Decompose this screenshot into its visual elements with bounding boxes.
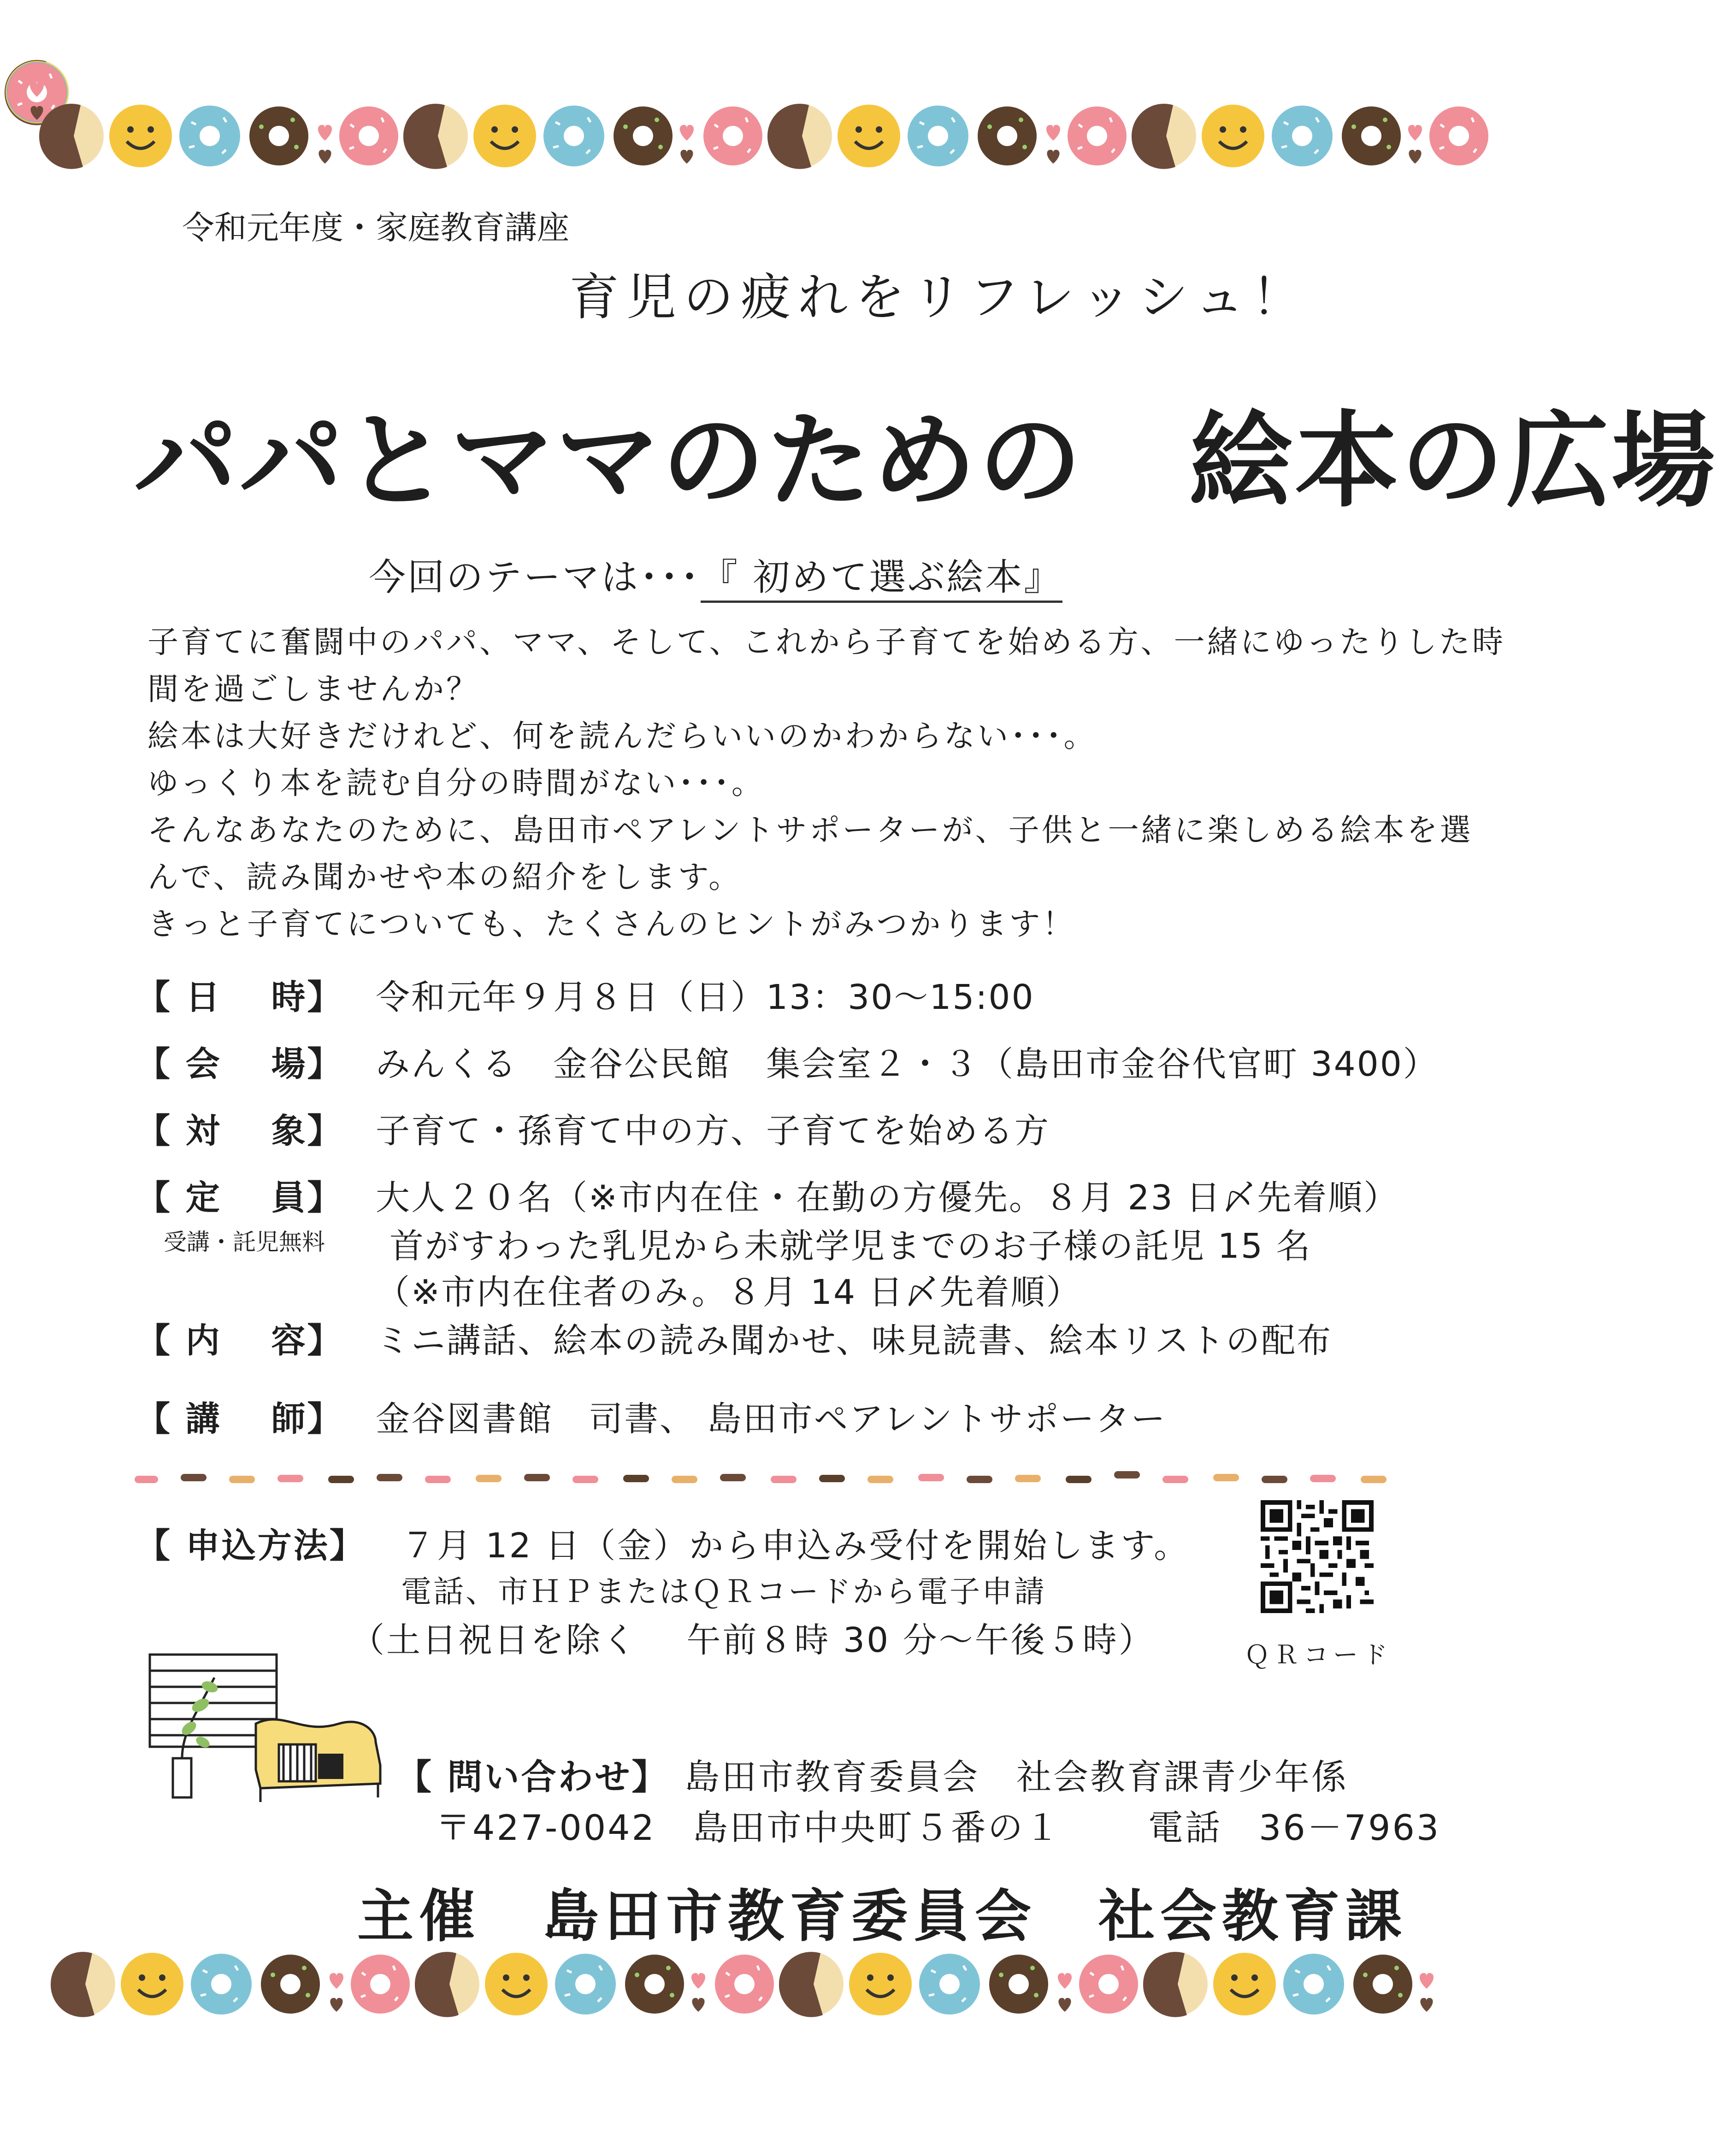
capacity-label: 【 定 員】	[136, 1178, 343, 1218]
contact-address: 〒427-0042 島田市中央町５番の１ 電話 36－7963	[436, 1807, 1441, 1848]
intro-line: 間を過ごしませんか？	[148, 671, 479, 707]
intro-line: そんなあなたのために、島田市ペアレントサポーターが、子供と一緒に楽しめる絵本を選	[148, 812, 1473, 848]
donut-border-top	[37, 92, 1489, 180]
lecturer-value: 金谷図書館 司書、 島田市ペアレントサポーター	[376, 1399, 1167, 1439]
donut-border-bottom-art	[48, 1940, 1500, 2028]
theme-prefix: 今回のテーマは･･･	[369, 556, 701, 599]
intro-line: 子育てに奮闘中のパパ、ママ、そして、これから子育てを始める方、一緒にゆったりした時	[148, 624, 1505, 660]
page-title: パパとママのための 絵本の広場	[134, 401, 1717, 522]
content-value: ミニ講話、絵本の読み聞かせ、味見読書、絵本リストの配布	[376, 1321, 1333, 1361]
application-line3: （土日祝日を除く 午前８時 30 分～午後５時）	[350, 1620, 1155, 1660]
contact-org: 島田市教育委員会 社会教育課青少年係	[684, 1756, 1348, 1797]
intro-line: んで、読み聞かせや本の紹介をします。	[148, 859, 742, 895]
application-line2: 電話、市ＨＰまたはＱＲコードから電子申請	[401, 1574, 1046, 1609]
datetime-value: 令和元年９月８日（日）13：30～15:00	[376, 978, 1035, 1017]
fee-note: 受講・託児無料	[164, 1229, 325, 1255]
datetime-label: 【 日 時】	[136, 978, 343, 1017]
intro-line: 絵本は大好きだけれど、何を読んだらいいのかわからない･･･。	[148, 718, 1097, 754]
target-label: 【 対 象】	[136, 1111, 343, 1151]
donut-border-bottom	[48, 1940, 1500, 2028]
childcare-value: 首がすわった乳児から未就学児までのお子様の託児 15 名	[389, 1226, 1312, 1266]
application-line1: ７月 12 日（金）から申込み受付を開始します。	[401, 1526, 1190, 1566]
subtitle: 育児の疲れをリフレッシュ！	[569, 269, 1309, 326]
theme-title: 『 初めて選ぶ絵本』	[701, 556, 1062, 603]
childcare-note: （※市内在住者のみ。８月 14 日〆先着順）	[376, 1272, 1082, 1312]
organizer: 主催 島田市教育委員会 社会教育課	[357, 1884, 1407, 1949]
venue-value: みんくる 金谷公民館 集会室２・３（島田市金谷代官町 3400）	[376, 1044, 1439, 1084]
sprinkle-divider	[129, 1461, 1410, 1493]
venue-label: 【 会 場】	[136, 1044, 343, 1084]
donut-border-top-art	[37, 92, 1489, 180]
intro-line: きっと子育てについても、たくさんのヒントがみつかります！	[148, 906, 1076, 942]
capacity-value: 大人２０名（※市内在住・在勤の方優先。８月 23 日〆先着順）	[376, 1178, 1399, 1218]
series-label: 令和元年度・家庭教育講座	[182, 209, 569, 247]
qr-code-icon[interactable]	[1261, 1500, 1374, 1613]
content-label: 【 内 容】	[136, 1321, 343, 1361]
application-label: 【 申込方法】	[136, 1526, 366, 1566]
sofa-illustration	[145, 1650, 394, 1811]
theme-line	[369, 548, 1062, 601]
target-value: 子育て・孫育て中の方、子育てを始める方	[376, 1111, 1050, 1151]
lecturer-label: 【 講 師】	[136, 1399, 343, 1439]
qr-code-label: ＱＲコード	[1245, 1640, 1392, 1669]
intro-line: ゆっくり本を読む自分の時間がない･･･。	[148, 765, 765, 801]
contact-label: 【 問い合わせ】	[396, 1756, 669, 1797]
